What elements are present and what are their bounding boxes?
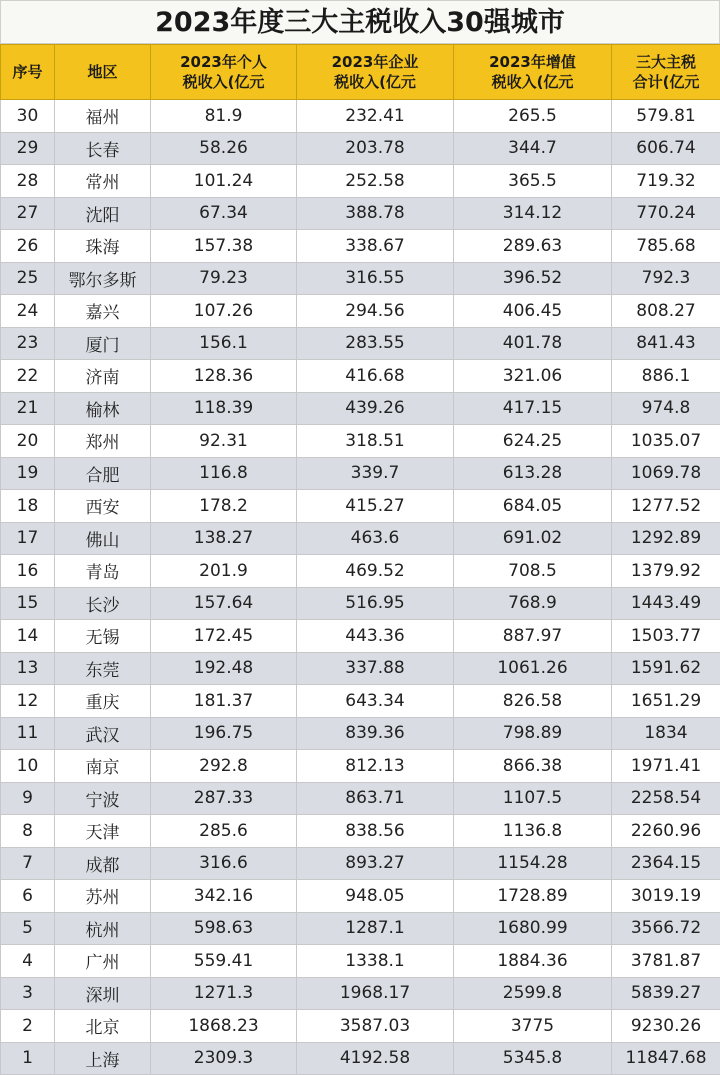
rank-cell: 9 [1, 782, 55, 815]
corporate-tax-cell: 416.68 [297, 360, 454, 393]
header-city: 地区 [55, 45, 151, 100]
total-cell: 1971.41 [612, 750, 720, 783]
total-cell: 1591.62 [612, 652, 720, 685]
vat-cell: 866.38 [454, 750, 612, 783]
page-title: 2023年度三大主税收入30强城市 [0, 0, 720, 44]
table-header-row [1, 45, 720, 100]
total-cell: 1379.92 [612, 555, 720, 588]
rank-cell: 6 [1, 880, 55, 913]
rank-cell: 17 [1, 522, 55, 555]
city-cell: 苏州 [55, 880, 151, 913]
header-vat-line1: 2023年增值 [454, 52, 611, 72]
corporate-tax-cell: 415.27 [297, 490, 454, 523]
total-cell: 1834 [612, 717, 720, 750]
table-row [1, 295, 720, 328]
city-cell: 榆林 [55, 392, 151, 425]
corporate-tax-cell: 439.26 [297, 392, 454, 425]
total-cell: 770.24 [612, 197, 720, 230]
personal-tax-cell: 67.34 [151, 197, 297, 230]
header-rank: 序号 [1, 45, 55, 100]
table-row [1, 685, 720, 718]
total-cell: 606.74 [612, 132, 720, 165]
city-cell: 上海 [55, 1042, 151, 1075]
personal-tax-cell: 172.45 [151, 620, 297, 653]
header-vat-line2: 税收入(亿元 [454, 72, 611, 92]
rank-cell: 21 [1, 392, 55, 425]
table-row [1, 262, 720, 295]
total-cell: 1069.78 [612, 457, 720, 490]
city-cell: 重庆 [55, 685, 151, 718]
total-cell: 808.27 [612, 295, 720, 328]
table-body [1, 100, 720, 1075]
table-row [1, 425, 720, 458]
personal-tax-cell: 342.16 [151, 880, 297, 913]
total-cell: 1503.77 [612, 620, 720, 653]
corporate-tax-cell: 1287.1 [297, 912, 454, 945]
personal-tax-cell: 292.8 [151, 750, 297, 783]
personal-tax-cell: 559.41 [151, 945, 297, 978]
rank-cell: 11 [1, 717, 55, 750]
rank-cell: 19 [1, 457, 55, 490]
corporate-tax-cell: 318.51 [297, 425, 454, 458]
vat-cell: 401.78 [454, 327, 612, 360]
rank-cell: 5 [1, 912, 55, 945]
total-cell: 2260.96 [612, 815, 720, 848]
corporate-tax-cell: 3587.03 [297, 1010, 454, 1043]
personal-tax-cell: 58.26 [151, 132, 297, 165]
rank-cell: 26 [1, 230, 55, 263]
city-cell: 郑州 [55, 425, 151, 458]
header-corporate-tax [297, 45, 454, 100]
header-total [612, 45, 720, 100]
city-cell: 东莞 [55, 652, 151, 685]
personal-tax-cell: 287.33 [151, 782, 297, 815]
city-cell: 鄂尔多斯 [55, 262, 151, 295]
table-row [1, 457, 720, 490]
vat-cell: 417.15 [454, 392, 612, 425]
total-cell: 1277.52 [612, 490, 720, 523]
header-corporate-tax-line1: 2023年企业 [297, 52, 453, 72]
total-cell: 3566.72 [612, 912, 720, 945]
vat-cell: 1884.36 [454, 945, 612, 978]
table-row [1, 977, 720, 1010]
rank-cell: 27 [1, 197, 55, 230]
corporate-tax-cell: 469.52 [297, 555, 454, 588]
vat-cell: 265.5 [454, 100, 612, 133]
personal-tax-cell: 181.37 [151, 685, 297, 718]
vat-cell: 708.5 [454, 555, 612, 588]
table-row [1, 652, 720, 685]
table-row [1, 327, 720, 360]
table-row [1, 1010, 720, 1043]
city-cell: 青岛 [55, 555, 151, 588]
vat-cell: 2599.8 [454, 977, 612, 1010]
rank-cell: 23 [1, 327, 55, 360]
vat-cell: 768.9 [454, 587, 612, 620]
personal-tax-cell: 92.31 [151, 425, 297, 458]
corporate-tax-cell: 516.95 [297, 587, 454, 620]
header-personal-tax-line1: 2023年个人 [151, 52, 296, 72]
personal-tax-cell: 116.8 [151, 457, 297, 490]
city-cell: 无锡 [55, 620, 151, 653]
total-cell: 5839.27 [612, 977, 720, 1010]
rank-cell: 7 [1, 847, 55, 880]
table-row [1, 490, 720, 523]
corporate-tax-cell: 337.88 [297, 652, 454, 685]
corporate-tax-cell: 283.55 [297, 327, 454, 360]
vat-cell: 887.97 [454, 620, 612, 653]
vat-cell: 314.12 [454, 197, 612, 230]
total-cell: 974.8 [612, 392, 720, 425]
total-cell: 841.43 [612, 327, 720, 360]
personal-tax-cell: 138.27 [151, 522, 297, 555]
corporate-tax-cell: 316.55 [297, 262, 454, 295]
rank-cell: 4 [1, 945, 55, 978]
total-cell: 1443.49 [612, 587, 720, 620]
personal-tax-cell: 79.23 [151, 262, 297, 295]
personal-tax-cell: 196.75 [151, 717, 297, 750]
personal-tax-cell: 101.24 [151, 165, 297, 198]
city-cell: 西安 [55, 490, 151, 523]
table-row [1, 880, 720, 913]
vat-cell: 1136.8 [454, 815, 612, 848]
total-cell: 3781.87 [612, 945, 720, 978]
city-cell: 珠海 [55, 230, 151, 263]
vat-cell: 826.58 [454, 685, 612, 718]
corporate-tax-cell: 812.13 [297, 750, 454, 783]
city-cell: 南京 [55, 750, 151, 783]
vat-cell: 1680.99 [454, 912, 612, 945]
personal-tax-cell: 118.39 [151, 392, 297, 425]
tax-ranking-table [0, 44, 720, 1075]
rank-cell: 20 [1, 425, 55, 458]
total-cell: 1651.29 [612, 685, 720, 718]
vat-cell: 691.02 [454, 522, 612, 555]
city-cell: 广州 [55, 945, 151, 978]
table-row [1, 847, 720, 880]
personal-tax-cell: 1868.23 [151, 1010, 297, 1043]
city-cell: 北京 [55, 1010, 151, 1043]
total-cell: 785.68 [612, 230, 720, 263]
vat-cell: 321.06 [454, 360, 612, 393]
rank-cell: 18 [1, 490, 55, 523]
personal-tax-cell: 285.6 [151, 815, 297, 848]
rank-cell: 22 [1, 360, 55, 393]
personal-tax-cell: 192.48 [151, 652, 297, 685]
table-row [1, 782, 720, 815]
table-row [1, 100, 720, 133]
vat-cell: 798.89 [454, 717, 612, 750]
header-personal-tax-line2: 税收入(亿元 [151, 72, 296, 92]
personal-tax-cell: 157.64 [151, 587, 297, 620]
total-cell: 579.81 [612, 100, 720, 133]
corporate-tax-cell: 203.78 [297, 132, 454, 165]
total-cell: 3019.19 [612, 880, 720, 913]
header-total-line1: 三大主税 [612, 52, 720, 72]
header-personal-tax [151, 45, 297, 100]
corporate-tax-cell: 252.58 [297, 165, 454, 198]
corporate-tax-cell: 338.67 [297, 230, 454, 263]
city-cell: 长沙 [55, 587, 151, 620]
city-cell: 嘉兴 [55, 295, 151, 328]
personal-tax-cell: 1271.3 [151, 977, 297, 1010]
table-row [1, 132, 720, 165]
personal-tax-cell: 598.63 [151, 912, 297, 945]
personal-tax-cell: 81.9 [151, 100, 297, 133]
table-row [1, 555, 720, 588]
total-cell: 1292.89 [612, 522, 720, 555]
vat-cell: 1107.5 [454, 782, 612, 815]
personal-tax-cell: 201.9 [151, 555, 297, 588]
personal-tax-cell: 107.26 [151, 295, 297, 328]
table-row [1, 197, 720, 230]
rank-cell: 12 [1, 685, 55, 718]
rank-cell: 16 [1, 555, 55, 588]
table-row [1, 750, 720, 783]
vat-cell: 684.05 [454, 490, 612, 523]
corporate-tax-cell: 294.56 [297, 295, 454, 328]
corporate-tax-cell: 893.27 [297, 847, 454, 880]
header-total-line2: 合计(亿元 [612, 72, 720, 92]
vat-cell: 1728.89 [454, 880, 612, 913]
total-cell: 792.3 [612, 262, 720, 295]
total-cell: 11847.68 [612, 1042, 720, 1075]
total-cell: 886.1 [612, 360, 720, 393]
corporate-tax-cell: 863.71 [297, 782, 454, 815]
total-cell: 2258.54 [612, 782, 720, 815]
city-cell: 长春 [55, 132, 151, 165]
table-row [1, 620, 720, 653]
city-cell: 宁波 [55, 782, 151, 815]
city-cell: 武汉 [55, 717, 151, 750]
rank-cell: 30 [1, 100, 55, 133]
corporate-tax-cell: 1338.1 [297, 945, 454, 978]
rank-cell: 15 [1, 587, 55, 620]
total-cell: 719.32 [612, 165, 720, 198]
personal-tax-cell: 178.2 [151, 490, 297, 523]
vat-cell: 1154.28 [454, 847, 612, 880]
rank-cell: 29 [1, 132, 55, 165]
personal-tax-cell: 316.6 [151, 847, 297, 880]
vat-cell: 289.63 [454, 230, 612, 263]
personal-tax-cell: 157.38 [151, 230, 297, 263]
table-row [1, 522, 720, 555]
corporate-tax-cell: 339.7 [297, 457, 454, 490]
corporate-tax-cell: 948.05 [297, 880, 454, 913]
vat-cell: 1061.26 [454, 652, 612, 685]
city-cell: 合肥 [55, 457, 151, 490]
rank-cell: 10 [1, 750, 55, 783]
total-cell: 9230.26 [612, 1010, 720, 1043]
corporate-tax-cell: 388.78 [297, 197, 454, 230]
corporate-tax-cell: 443.36 [297, 620, 454, 653]
vat-cell: 396.52 [454, 262, 612, 295]
table-row [1, 912, 720, 945]
corporate-tax-cell: 232.41 [297, 100, 454, 133]
corporate-tax-cell: 643.34 [297, 685, 454, 718]
corporate-tax-cell: 838.56 [297, 815, 454, 848]
city-cell: 杭州 [55, 912, 151, 945]
vat-cell: 344.7 [454, 132, 612, 165]
rank-cell: 3 [1, 977, 55, 1010]
table-row [1, 945, 720, 978]
header-corporate-tax-line2: 税收入(亿元 [297, 72, 453, 92]
rank-cell: 28 [1, 165, 55, 198]
corporate-tax-cell: 4192.58 [297, 1042, 454, 1075]
city-cell: 厦门 [55, 327, 151, 360]
personal-tax-cell: 128.36 [151, 360, 297, 393]
personal-tax-cell: 2309.3 [151, 1042, 297, 1075]
table-row [1, 360, 720, 393]
vat-cell: 624.25 [454, 425, 612, 458]
vat-cell: 3775 [454, 1010, 612, 1043]
city-cell: 深圳 [55, 977, 151, 1010]
rank-cell: 1 [1, 1042, 55, 1075]
total-cell: 2364.15 [612, 847, 720, 880]
table-row [1, 165, 720, 198]
vat-cell: 406.45 [454, 295, 612, 328]
vat-cell: 5345.8 [454, 1042, 612, 1075]
city-cell: 常州 [55, 165, 151, 198]
personal-tax-cell: 156.1 [151, 327, 297, 360]
table-row [1, 587, 720, 620]
corporate-tax-cell: 463.6 [297, 522, 454, 555]
table-row [1, 1042, 720, 1075]
header-vat [454, 45, 612, 100]
rank-cell: 2 [1, 1010, 55, 1043]
city-cell: 济南 [55, 360, 151, 393]
city-cell: 沈阳 [55, 197, 151, 230]
total-cell: 1035.07 [612, 425, 720, 458]
table-row [1, 717, 720, 750]
vat-cell: 365.5 [454, 165, 612, 198]
corporate-tax-cell: 1968.17 [297, 977, 454, 1010]
table-row [1, 392, 720, 425]
city-cell: 福州 [55, 100, 151, 133]
rank-cell: 25 [1, 262, 55, 295]
rank-cell: 14 [1, 620, 55, 653]
corporate-tax-cell: 839.36 [297, 717, 454, 750]
vat-cell: 613.28 [454, 457, 612, 490]
rank-cell: 13 [1, 652, 55, 685]
rank-cell: 8 [1, 815, 55, 848]
city-cell: 天津 [55, 815, 151, 848]
rank-cell: 24 [1, 295, 55, 328]
city-cell: 佛山 [55, 522, 151, 555]
table-row [1, 815, 720, 848]
city-cell: 成都 [55, 847, 151, 880]
table-row [1, 230, 720, 263]
